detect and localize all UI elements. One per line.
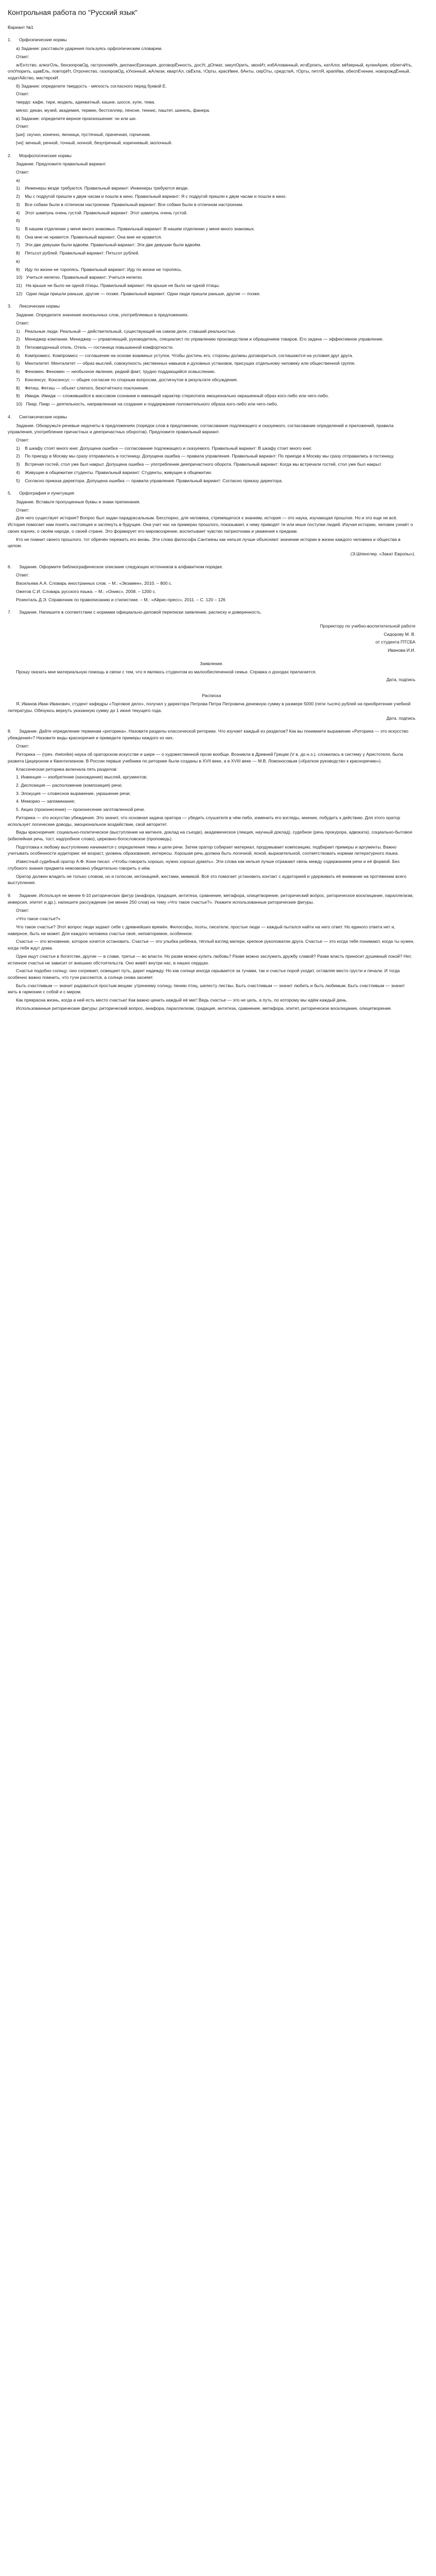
- task-title: Задание. Дайте определение терминам «риторика». Назовите разделы классической риторики. Что изучает каждый из разделов? Как вы понимаете выражение «Риторика — это искусство убеждения»? Назовите виды красноречия и приведите примеры каждого из них.: [8, 728, 410, 740]
- task-line: Розенталь Д.Э. Справочник по правописанию и стилистике. – М.: «Айрис-пресс», 2011. – С. 120 – 126: [16, 597, 225, 602]
- task-line: Ответ:: [16, 91, 29, 97]
- task-number: 1.: [8, 37, 12, 43]
- task-line: Известный судебный оратор А.Ф. Кони писал: «Чтобы говорить хорошо, нужно хорошо думать». Эти слова как нельзя лучше отражают связь между содержанием речи и её формой. Без глубокого знания предмета невозможно убедительно говорить о нём.: [8, 859, 401, 871]
- task-line: 7) Консенсус. Консенсус — общее согласие по спорным вопросам, достигнутое в результате обсуждения.: [16, 377, 238, 382]
- task-line: твердо: кафе, тире, модель, адекватный, кашне, шоссе, купе, тема.: [16, 99, 155, 105]
- task-line: б): [16, 218, 20, 224]
- application-title: Заявление.: [200, 660, 223, 666]
- task-line: Одни ищут счастье в богатстве, другие — в славе, третьи — во власти. Но разве можно купить любовь? Разве можно заслужить дружбу славой? Разве власть приносит душевный покой? Нет, истинное счастье не зависит от внешних обстоятельств. Оно живёт внутри нас, в наших сердцах.: [8, 953, 413, 965]
- task-title: Орфоэпические нормы: [19, 37, 67, 43]
- task-line: Ожегов С.И. Словарь русского языка. – М.: «Оникс», 2008. – 1200 с.: [16, 588, 156, 594]
- task-heading: [8, 892, 415, 905]
- addressee-line: от студента ПТСБА: [375, 639, 415, 645]
- task-line: 4) Компромисс. Компромисс — соглашение на основе взаимных уступок. Чтобы достичь его, стороны должны договориться, соглашаются на условия друг друга.: [16, 352, 354, 358]
- task-line: 8) Пятьсот рублей. Правильный вариант: Пятьсот рублей.: [16, 250, 139, 256]
- task-line: мягко: декан, музей, академия, термин, бестселлер, пенсне, теннис, паштет, шинель, фанера.: [16, 107, 211, 113]
- task-line: Ответ:: [16, 124, 29, 129]
- task-line: Классическая риторика включала пять разделов:: [16, 766, 118, 772]
- task-heading: [8, 564, 415, 570]
- task-line: Быть счастливым — значит радоваться простым вещам: утреннему солнцу, пению птиц, шелесту листвы. Быть счастливым — значит любить и быть любимым. Быть счастливым — значит жить в гармонии с собой и с миром.: [8, 982, 406, 995]
- task-section: [8, 152, 415, 297]
- sections-list: [8, 37, 415, 616]
- addressee-line: Иванова И.И.: [388, 648, 415, 653]
- task-line: Задание. Определите значение иноязычных слов, употребляемых в предложениях.: [16, 312, 189, 318]
- task-title: Морфологические нормы: [19, 152, 72, 158]
- task-line: Оратор должен владеть не только словом, но и голосом, интонацией, жестами, мимикой. Всё это помогает установить контакт с аудиторией и удерживать её внимание на протяжении всего выступления.: [8, 873, 408, 886]
- task-line: а): [16, 177, 20, 183]
- task-line: Задание. Предложите правильный вариант.: [16, 161, 107, 167]
- task-line: 2. Диспозиция — расположение (композиция) речи;: [16, 782, 123, 788]
- task-line: (Э.Шпенглер. «Закат Европы»).: [350, 551, 415, 556]
- task-line: Использованные риторические фигуры: риторический вопрос, анафора, параллелизм, градация, антитеза, сравнение, метафора, эпитет, риторическое восклицание, олицетворение.: [16, 1005, 392, 1011]
- task-line: 3) Пятизвездочный отель. Отель — гостиница повышенной комфортности.: [16, 345, 174, 350]
- task-line: Ответ:: [16, 437, 29, 443]
- sections-list-b: [8, 728, 415, 1012]
- task-line: б) Задание: определите твердость - мягкость согласного перед буквой Е.: [16, 83, 167, 89]
- task-line: Как прекрасна жизнь, когда в ней есть место счастью! Как важно ценить каждый её миг! Ведь счастье — это не цель, а путь, по которому мы идём каждый день.: [16, 997, 348, 1003]
- task-line: [чн]: вечный, речной, точный, ночной, безупречный, коричневый, молочный.: [16, 140, 172, 145]
- task-line: в): [16, 258, 20, 264]
- task-line: 2) По приезду в Москву мы сразу отправились в гостиницу. Допущена ошибка — правила управления. Правильный вариант: По приезде в Москву мы сразу отправились в гостиницу.: [16, 453, 395, 459]
- task-line: 4) Живущие в общежитии студенты. Правильный вариант: Студенты, живущие в общежитии.: [16, 469, 212, 475]
- task-section: [8, 414, 415, 484]
- task-heading: [8, 37, 415, 43]
- task-line: Риторика — (греч. rhetorike) наука об ораторском искусстве и шире — о художественной прозе вообще. Возникла в Древней Греции (V в. до н.э.), сложилась в систему у Аристотеля, была развита Цицероном и Квинтилианом. В России первые учебники по риторике были созданы в XVII веке, а в XVIII веке — М.В. Ломоносовым («Краткое руководство к красноречию»).: [8, 752, 405, 764]
- task-heading: [8, 414, 415, 420]
- task-line: Для чего существует история? Вопрос был задан парадоксальным. Бесспорно, для человека, стремящегося к знаниям, история — это наука, изучающая прошлое. Но и это еще не всё. История помогает нам понять настоящее и заглянуть в будущее. Она учит нас на примерах прошлого, показывает, к чему приводят те или иные поступки людей. Изучая историю, человек узнаёт о своих корнях, о своём народе, о своей стране. Это формирует его мировоззрение, воспитывает чувство патриотизма и уважения к предкам.: [8, 515, 414, 534]
- task-heading: [8, 490, 415, 497]
- task-line: 11) На крыше не было ни одной птицы. Правильный вариант: На крыше не было ни одной птицы.: [16, 283, 220, 288]
- task-line: в) Задание: определите верное произношение: чн или шн.: [16, 115, 137, 121]
- task-section: [8, 564, 415, 603]
- task-line: Задание. Вставьте пропущенные буквы и знаки препинания.: [16, 499, 141, 504]
- task-line: 3) Встречая гостей, стол уже был накрыт. Допущена ошибка — употребление деепричастного оборота. Правильный вариант: Когда мы встречали гостей, стол уже был накрыт.: [16, 462, 382, 467]
- page-title: Контрольная работа по "Русский язык": [8, 8, 138, 16]
- application-signature: Дата, подпись: [386, 677, 415, 683]
- addressee-line: Проректору по учебно-воспитательной работе: [320, 623, 415, 629]
- task-number: 9.: [8, 893, 12, 899]
- receipt-title: Расписка: [202, 693, 221, 699]
- task-line: 9) Иду по жизни не торопясь. Правильный вариант: Иду по жизни не торопясь.: [16, 266, 182, 272]
- task-line: 1) В шкафу стоят много книг. Допущена ошибка — согласование подлежащего и сказуемого. Правильный вариант: В шкафу стоит много книг.: [16, 445, 312, 451]
- task-heading: [8, 152, 415, 159]
- task-line: 10) Пиар. Пиар — деятельность, направленная на создание и поддержание положительного образа кого-либо или чего-либо.: [16, 401, 278, 407]
- task-line: Подготовка к любому выступлению начинается с определения темы и цели речи. Затем оратор собирает материал, продумывает композицию, подбирает примеры и аргументы. Важно учитывать особенности аудитории: её возраст, уровень образования, интересы. Хорошая речь должна быть логичной, ясной, выразительной, соответствовать нормам литературного языка.: [8, 844, 399, 856]
- task-title: Орфография и пунктуация: [19, 490, 75, 496]
- variant-label: Вариант №1: [8, 24, 33, 30]
- task-line: 6) Она мне не нравится. Правильный вариант: Она мне не нравится.: [16, 234, 162, 240]
- task-title: Лексические нормы: [19, 303, 60, 309]
- task-section: [8, 728, 415, 886]
- task-line: 4) Этот шампунь очень густой. Правильный вариант: Этот шампунь очень густой.: [16, 210, 188, 215]
- task-line: Ответ:: [16, 169, 29, 175]
- task-line: 1) Инженеры везде требуются. Правильный вариант: Инженеры требуются везде.: [16, 185, 189, 191]
- task-line: а) Задание: расставьте ударения пользуясь орфоэпическим словарем.: [16, 46, 163, 52]
- task-number: 8.: [8, 728, 12, 734]
- task-number: 3.: [8, 303, 12, 309]
- task-line: 5) Менталитет. Менталитет — образ мыслей, совокупность умственных навыков и духовных установок, присущих отдельному человеку или общественной группе.: [16, 361, 356, 366]
- task-title: Синтаксические нормы: [19, 414, 67, 419]
- task-line: 9) Имидж. Имидж — сложившийся в массовом сознании и имеющий характер стереотипа эмоционально окрашенный образ кого-либо или чего-либо.: [16, 393, 329, 399]
- task-line: Счастье — это мгновение, которое хочется остановить. Счастье — это улыбка ребёнка, тёплый взгляд матери, крепкое рукопожатие друга. Счастье — это когда тебя понимают, когда ты нужен, когда тебя ждут дома.: [8, 939, 416, 951]
- task-line: Риторика — это искусство убеждения. Это значит, что основная задача оратора — убедить слушателя в чём-либо, изменить его взгляды, мнение, побудить к действию. Для этого оратор использует логические доводы, эмоциональное воздействие, свой авторитет.: [8, 815, 402, 827]
- task-line: [шн]: скучно, конечно, яичница, пустячный, прачечная, горчичник.: [16, 132, 151, 138]
- task-line: Ответ:: [16, 507, 29, 513]
- task-line: 7) Эти две девушки были вдвоём. Правильный вариант: Эти две девушки были вдвоём.: [16, 242, 202, 248]
- task-line: Кто не помнит своего прошлого, тот обречён пережить его вновь. Эти слова философа Сантаяны как нельзя лучше объясняют значение истории в жизни каждого человека и общества в целом.: [8, 536, 402, 549]
- receipt-text: Я, Иванов Иван Иванович, студент кафедры «Торговое дело», получил у директора Петрова Петра Петровича денежную сумму в размере 5000 (пяти тысяч) рублей на приобретение учебной литературы. Обязуюсь вернуть указанную сумму до 1 июня текущего года.: [8, 701, 412, 713]
- task-section: [8, 609, 415, 616]
- task-line: 5) В нашем отделении у меня много знакомых. Правильный вариант: В нашем отделении у меня много знакомых.: [16, 226, 255, 231]
- task-line: агЕнтство, алкогОль, бензопровОд, гастрономИя, диспансЕризация, договорЁнность, досУг, дОгмат, закупОрить, звонИт, избАлованный, исчЕрпать, катАлог, мИзерный, кулинАрия, облегчИть, откУпорить, щавЕль, повторИт, Отрочество, газопровОд, кУхонный, жАлюзи, квартАл, свЁкла, тОрты, красИвее, бАнты, сирОты, средствА, тОрты, петлЯ, крапИва, обеспЕчение, новорождЁнный, ходатАйство, мастерскИ.: [8, 62, 414, 81]
- task-line: 3. Элокуция — словесное выражение, украшение речи;: [16, 790, 131, 796]
- task-number: 6.: [8, 564, 12, 569]
- addressee-line: Сидорову М. В.: [383, 631, 415, 637]
- task-line: 2) Мы с подругой пришли к двум часам и пошли в кино. Правильный вариант: Я с подругой пришли к двум часам и пошли в кино.: [16, 194, 287, 199]
- task-line: 5. Акцио (произнесение) — произнесение заготовленной речи.: [16, 807, 145, 812]
- task-line: «Что такое счастье?»: [16, 916, 61, 922]
- task-section: [8, 303, 415, 407]
- task-number: 5.: [8, 490, 12, 496]
- task-number: 7.: [8, 609, 12, 615]
- task-line: 4. Меморио — запоминание;: [16, 799, 76, 804]
- task-section: [8, 892, 415, 1012]
- task-title: Задание. Используя не менее 6-10 риторических фигур (анафора, градация, антитеза, сравнение, метафора, олицетворение, риторический вопрос, риторическое восклицание, параллелизм, инверсия, эпитет и др.), напишите рассуждение (не менее 250 слов) на тему «Что такое счастье?». Укажите использованные риторические фигуры.: [8, 893, 415, 905]
- task-line: 3) Все собаки были в отличном настроении. Правильный вариант: Все собаки были в отличном настроении.: [16, 201, 244, 207]
- task-line: 10) Учиться нелегко. Правильный вариант: Учиться нелегко.: [16, 275, 144, 280]
- task-line: Ответ:: [16, 743, 29, 749]
- task-title: Задание. Напишите в соответствии с нормами официально-деловой переписки заявление, расписку и доверенность.: [19, 609, 262, 615]
- task-line: 12) Одни люди пришли раньше, другие — позже. Правильный вариант: Одни люди пришли раньше, другие — позже.: [16, 291, 261, 296]
- task-line: Задание. Обнаружьте речевые недочеты в предложениях (порядок слов в предложении, согласование подлежащего и сказуемого, согласование определений и приложений, правила управления, употребление причастных и деепричастных оборотов). Предложите правильный вариант.: [8, 422, 395, 435]
- task-line: 1. Инвенция — изобретение (нахождение) мыслей, аргументов;: [16, 774, 148, 780]
- receipt-signature: Дата, подпись: [386, 716, 415, 721]
- task-line: Васильева А.А. Словарь иностранных слов. – М.: «Экзамен», 2010. – 800 с.: [16, 581, 172, 586]
- task-line: Ответ:: [16, 572, 29, 578]
- task-section: [8, 37, 415, 146]
- task-line: Ответ:: [16, 54, 29, 59]
- task-heading: [8, 728, 415, 741]
- task-title: Задание. Оформите библиографическое описание следующих источников в алфавитном порядке.: [19, 564, 223, 569]
- task-heading: [8, 303, 415, 310]
- task-line: 1) Реальные люди. Реальный — действительный, существующий на самом деле, ставший реальностью.: [16, 328, 236, 334]
- business-documents: [8, 618, 415, 722]
- task-heading: [8, 609, 415, 616]
- task-number: 2.: [8, 152, 12, 158]
- application-text: Прошу оказать мне материальную помощь в связи с тем, что я являюсь студентом из малообеспеченной семьи. Справка о доходах прилагается.: [16, 669, 317, 674]
- document-page: [0, 0, 436, 1029]
- task-number: 4.: [8, 414, 12, 419]
- task-line: 5) Согласно приказа директора. Допущена ошибка — правила управления. Правильный вариант: Согласно приказу директора.: [16, 478, 283, 483]
- task-line: Счастье подобно солнцу: оно согревает, освещает путь, дарит надежду. Но как солнце иногда скрывается за тучами, так и счастье порой уходит, оставляя место грусти и печали. И тогда особенно важно помнить, что тучи рассеются, а солнце снова засияет.: [8, 968, 401, 980]
- task-line: 8) Фетиш. Фетиш — объект слепого, безотчётного поклонения.: [16, 385, 149, 391]
- task-line: 6) Феномен. Феномен — необычное явление, редкий факт, трудно поддающийся осмыслению.: [16, 369, 216, 375]
- task-line: 2) Менеджер компании. Менеджер — управляющий, руководитель, специалист по управлению производством и обращением товаров. Его задача — эффективное управление.: [16, 336, 384, 342]
- task-section: [8, 490, 415, 557]
- task-line: Ответ:: [16, 908, 29, 913]
- task-line: Что такое счастье? Этот вопрос люди задают себе с древнейших времён. Философы, поэты, писатели, простые люди — каждый пытался найти на него ответ. Но единого ответа нет и, наверное, быть не может. Для каждого человека счастье своё, неповторимое, особенное.: [8, 924, 397, 936]
- task-line: Виды красноречия: социально-политическое (выступление на митинге, доклад на съезде), академическое (лекция, научный доклад), судебное (речь прокурора, адвоката), социально-бытовое (юбилейная речь, тост, надгробное слово), церковно-богословское (проповедь).: [8, 829, 414, 841]
- task-line: Ответ:: [16, 320, 29, 326]
